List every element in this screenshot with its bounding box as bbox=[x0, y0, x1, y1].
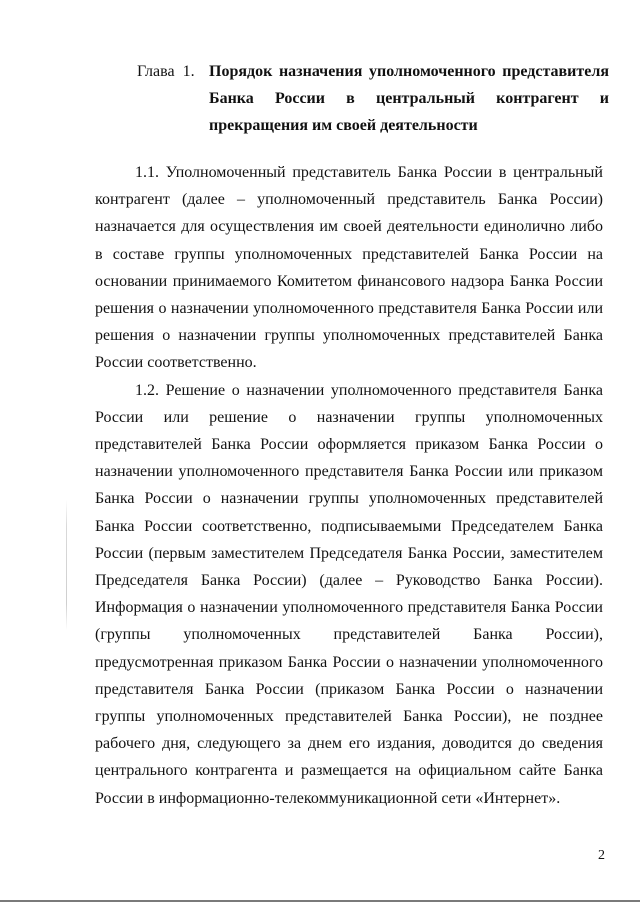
chapter-title bbox=[209, 58, 609, 139]
chapter-title-line-2: Банка России в центральный контрагент и прекращения им своей деятельности bbox=[209, 90, 609, 134]
scan-margin-line bbox=[66, 500, 67, 630]
page-number: 2 bbox=[598, 848, 605, 863]
bottom-edge-rule bbox=[0, 900, 640, 902]
document-body bbox=[95, 159, 603, 812]
chapter-label: Глава 1. bbox=[137, 63, 195, 80]
chapter-title-line-1: Порядок назначения уполномоченного представителя bbox=[209, 63, 609, 80]
paragraph-1-2: 1.2. Решение о назначении уполномоченного представителя Банка России или решение о назначении группы уполномоченных представителей Банка России оформляется приказом Банка России о назначении уполномоченного представителя Банка России или приказом Банка России о назначении группы уполномоченных представителей Банка России соответственно, подписываемыми Председателем Банка России (первым заместителем Председателя Банка России, заместителем Председателя Банка России) (далее – Руководство Банка России). Информация о назначении уполномоченного представителя Банка России (группы уполномоченных представителей Банка России), предусмотренная приказом Банка России о назначении уполномоченного представителя Банка России (приказом Банка России о назначении группы уполномоченных представителей Банка России), не позднее рабочего дня, следующего за днем его издания, доводится до сведения центрального контрагента и размещается на официальном сайте Банка России в информационно-телекоммуникационной сети «Интернет». bbox=[95, 381, 603, 807]
paragraph-1-1: 1.1. Уполномоченный представитель Банка России в центральный контрагент (далее – уполномоченный представитель Банка России) назначается для осуществления им своей деятельности единолично либо в составе группы уполномоченных представителей Банка России на основании принимаемого Комитетом финансового надзора Банка России решения о назначении уполномоченного представителя Банка России или решения о назначении группы уполномоченных представителей Банка России соответственно. bbox=[95, 164, 603, 372]
